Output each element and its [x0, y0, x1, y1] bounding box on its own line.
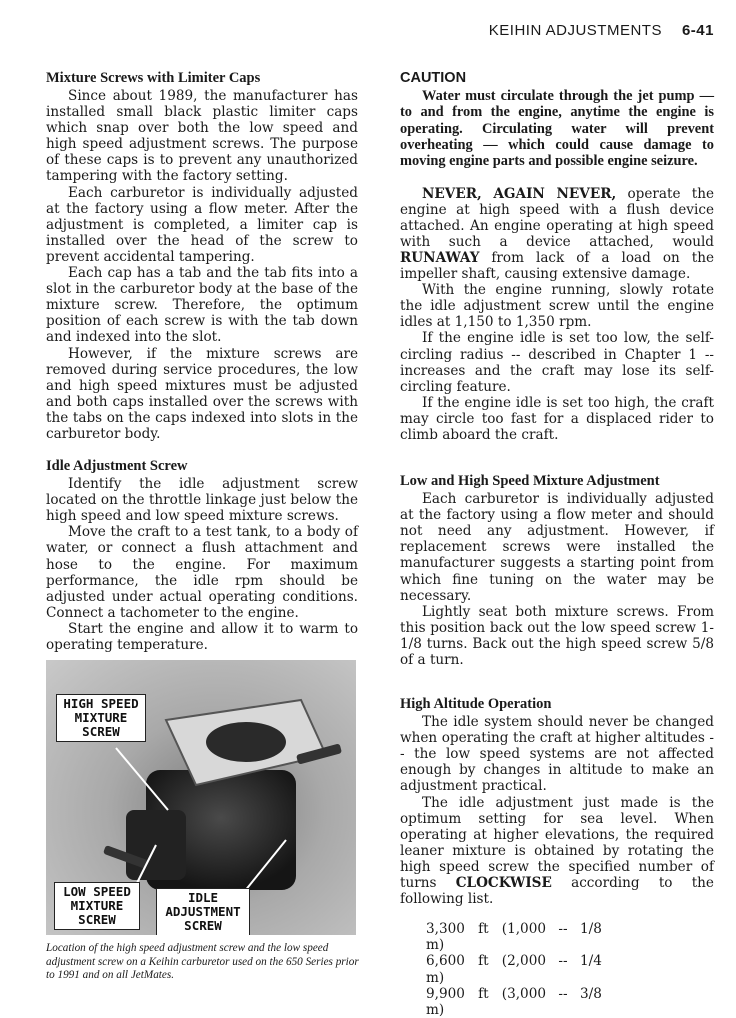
- page-number: 6-41: [681, 22, 714, 39]
- altitude-text-end: according to the following list.: [400, 875, 714, 908]
- altitude-value: 9,900 ft (3,000 m): [426, 985, 546, 1018]
- never-lead: NEVER, AGAIN NEVER,: [422, 185, 617, 202]
- left-column: [46, 70, 358, 653]
- figure-caption: Location of the high speed adjustment screw and the low speed adjustment screw on a Keihin carburetor used on the 650 Series prior to 1991 and on all JetMates.: [46, 942, 359, 981]
- running-head: [489, 22, 714, 39]
- clockwise-word: CLOCKWISE: [455, 875, 552, 892]
- altitude-text: The idle adjustment just made is the optimum setting for sea level. When operating at higher elevations, the required leaner mixture is obtained by rotating the high speed screw the specified number of turns: [400, 794, 714, 892]
- paragraph: Move the craft to a test tank, to a body of water, or connect a flush attachment and hose to the engine. For maximum performance, the idle rpm should be adjusted under actual operating conditions. Connect a tachometer to the engine.: [46, 524, 358, 621]
- label-idle-adjustment-screw: IDLE ADJUSTMENT SCREW: [156, 888, 250, 935]
- paragraph: Lightly seat both mixture screws. From this position back out the low speed screw 1-1/8 turns. Back out the high speed screw 5/8 of a turn.: [400, 603, 714, 669]
- table-row: [426, 921, 714, 953]
- heading-idle-screw: Idle Adjustment Screw: [46, 458, 188, 475]
- heading-mixture-adjustment: Low and High Speed Mixture Adjustment: [400, 473, 660, 490]
- paragraph: If the engine idle is set too high, the craft may circle too fast for a displaced rider to climb aboard the craft.: [400, 394, 714, 443]
- never-text-end: from lack of a load on the impeller shaft, causing extensive damage.: [400, 249, 714, 283]
- separator: --: [558, 953, 568, 970]
- paragraph: Identify the idle adjustment screw located on the throttle linkage just below the high speed and low speed mixture screws.: [46, 476, 358, 525]
- label-low-speed-mixture-screw: LOW SPEED MIXTURE SCREW: [54, 882, 140, 930]
- altitude-table: [426, 921, 714, 1018]
- table-row: [426, 953, 714, 985]
- turns-value: 3/8: [580, 985, 602, 1002]
- altitude-value: 3,300 ft (1,000 m): [426, 921, 546, 954]
- heading-limiter-caps: Mixture Screws with Limiter Caps: [46, 70, 261, 86]
- turns-value: 1/4: [580, 953, 602, 970]
- right-column: [400, 70, 714, 1018]
- header-title: KEIHIN ADJUSTMENTS: [488, 22, 662, 39]
- never-text: operate the engine at high speed with a flush device attached. An engine operating at high speed with such a device attached, would: [400, 185, 715, 250]
- caution-text: Water must circulate through the jet pump — to and from the engine, anytime the engine is operating. Circulating water will prevent overheating — which could cause damage to moving engine parts and possible engine seizure.: [400, 88, 714, 170]
- table-row: [426, 986, 714, 1018]
- paragraph: If the engine idle is set too low, the self-circling radius -- described in Chapter 1 -- increases and the craft may lose its self-circling feature.: [400, 330, 714, 395]
- paragraph: Each cap has a tab and the tab fits into a slot in the carburetor body at the base of the mixture screw. Therefore, the optimum position of each screw is with the tab down and indexed into the slot.: [46, 265, 358, 346]
- paragraph: However, if the mixture screws are removed during service procedures, the low and high speed mixtures must be adjusted and both caps installed over the screws with the tabs on the caps indexed into slots in the carburetor body.: [46, 345, 358, 442]
- label-high-speed-mixture-screw: HIGH SPEED MIXTURE SCREW: [56, 694, 146, 742]
- paragraph: Each carburetor is individually adjusted at the factory using a flow meter. After the adjustment is completed, a limiter cap is installed over the head of the screw to prevent accidental tampering.: [46, 184, 358, 265]
- runaway-word: RUNAWAY: [400, 249, 480, 266]
- heading-high-altitude: High Altitude Operation: [400, 696, 552, 713]
- never-paragraph: [400, 186, 714, 283]
- altitude-value: 6,600 ft (2,000 m): [426, 953, 546, 986]
- paragraph: Start the engine and allow it to warm to operating temperature.: [46, 620, 358, 653]
- clockwise-paragraph: [400, 795, 714, 908]
- caution-heading: CAUTION: [400, 70, 467, 86]
- separator: --: [558, 921, 568, 938]
- separator: --: [558, 985, 568, 1002]
- paragraph: With the engine running, slowly rotate the idle adjustment screw until the engine idles at 1,150 to 1,350 rpm.: [400, 282, 714, 331]
- paragraph: Since about 1989, the manufacturer has installed small black plastic limiter caps which snap over both the low speed and high speed adjustment screws. The purpose of these caps is to prevent any unauthorized tampering with the factory setting.: [46, 88, 358, 185]
- paragraph: The idle system should never be changed when operating the craft at higher altitudes -- the low speed systems are not affected enough by changes in altitude to make an adjustment practical.: [400, 714, 714, 795]
- carburetor-photo: [46, 660, 356, 935]
- paragraph: Each carburetor is individually adjusted at the factory using a flow meter and should not need any adjustment. However, if replacement screws were installed the manufacturer suggests a starting point from which fine tuning on the water may be necessary.: [400, 491, 714, 604]
- turns-value: 1/8: [580, 921, 602, 938]
